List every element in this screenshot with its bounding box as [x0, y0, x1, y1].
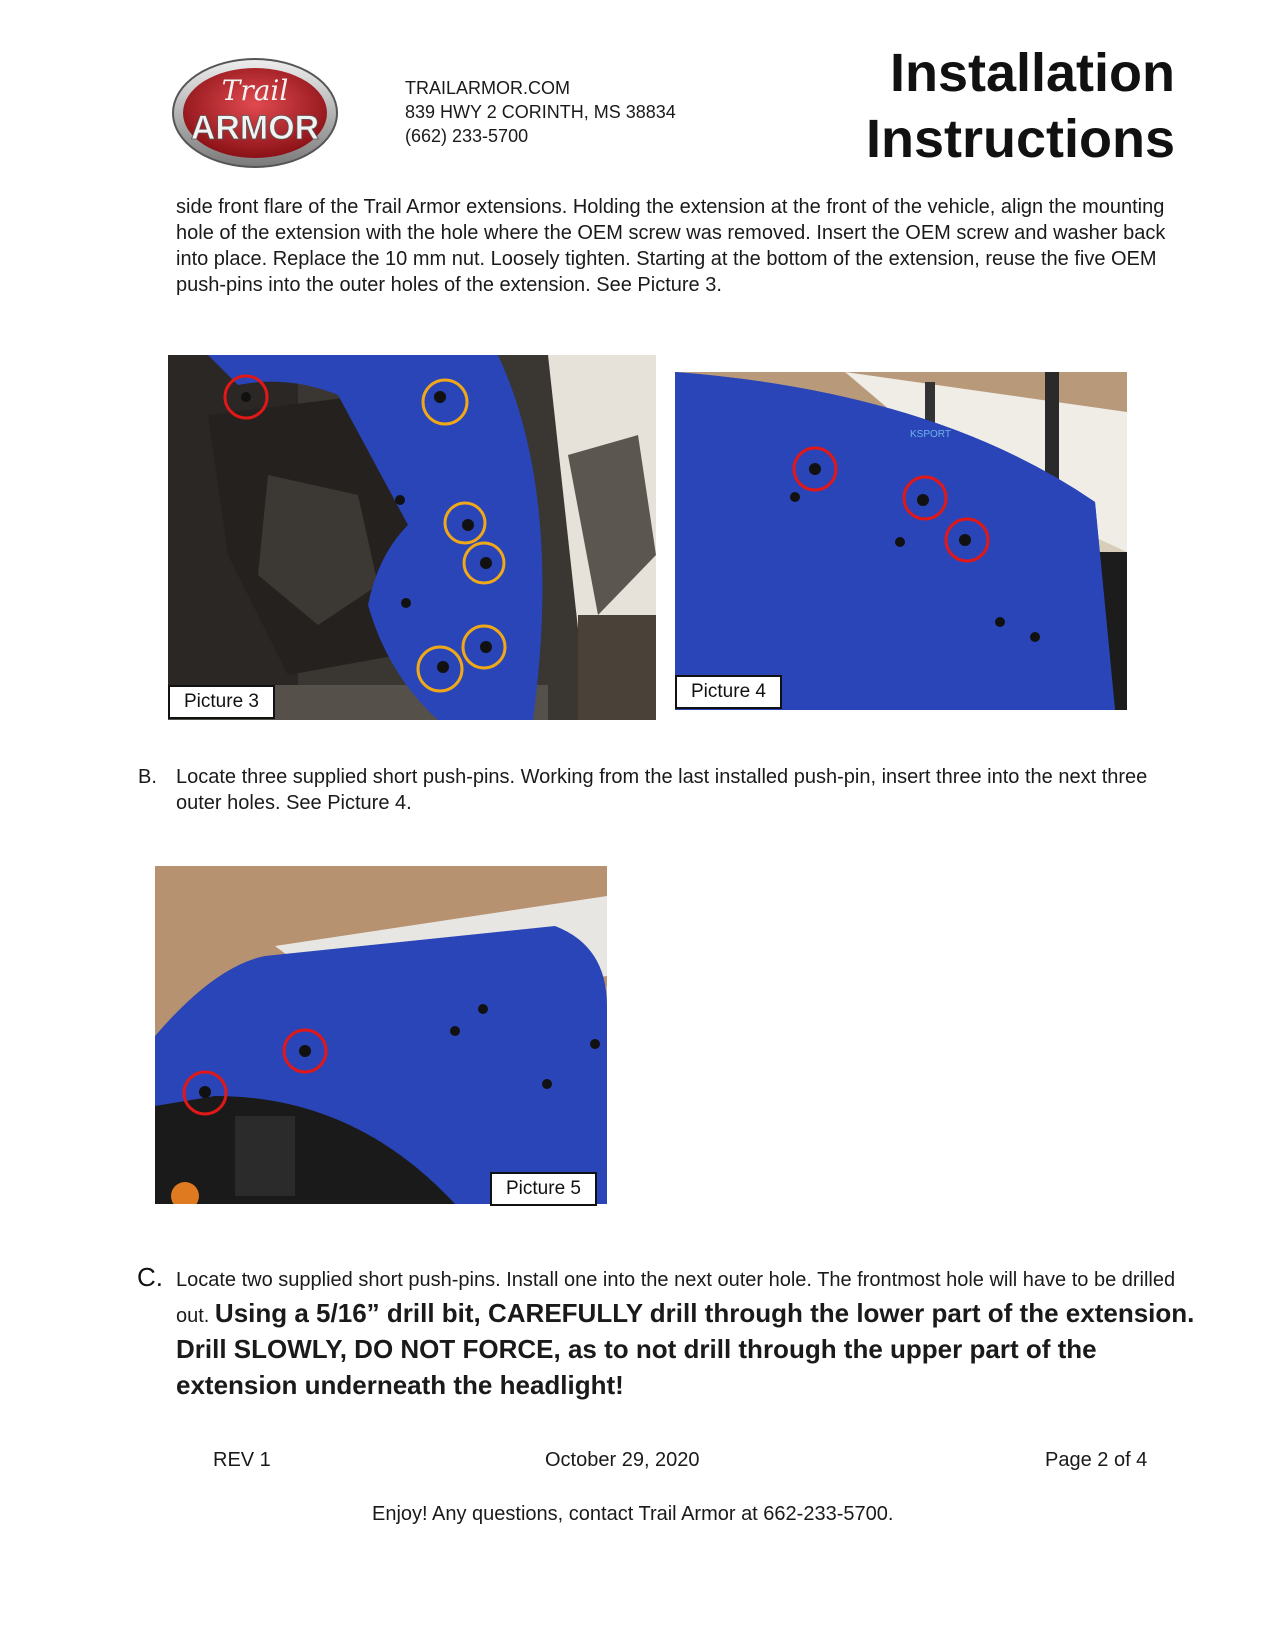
title-line-2: Instructions — [865, 109, 1175, 169]
step-b-text: Locate three supplied short push-pins. Working from the last installed push-pin, insert three into the next three outer holes. See Picture 4. — [176, 766, 1148, 814]
footer-contact: Enjoy! Any questions, contact Trail Armor at 662-233-5700. — [372, 1503, 894, 1525]
company-street: 839 HWY 2 CORINTH, MS 38834 — [405, 102, 676, 122]
company-website: TRAILARMOR.COM — [405, 78, 571, 98]
picture-4-brand-text: KSPORT — [910, 429, 951, 440]
picture-5-photo — [155, 866, 607, 1204]
page-title — [866, 40, 1175, 172]
title-line-1: Installation — [889, 43, 1175, 103]
trail-armor-logo — [170, 55, 340, 170]
intro-paragraph: side front flare of the Trail Armor extensions. Holding the extension at the front of the vehicle, align the mounting hole of the extension with the hole where the OEM screw was removed. Insert the OEM screw and washer back into place. Replace the 10 mm nut. Loosely tighten. Starting at the bottom of the extension, reuse the five OEM push-pins into the outer holes of the extension. See Picture 3. — [176, 196, 1166, 296]
picture-5-caption: Picture 5 — [490, 1172, 597, 1206]
step-c-text: Locate two supplied short push-pins. Install one into the next outer hole. The frontmost hole will have to be drilled out. — [176, 1269, 1176, 1327]
company-phone: (662) 233-5700 — [405, 126, 529, 146]
step-b-marker: B. — [138, 766, 157, 788]
picture-3-photo — [168, 355, 656, 720]
logo-armor-text: ARMOR — [190, 109, 320, 147]
footer-page-number: Page 2 of 4 — [1045, 1449, 1148, 1471]
footer-date: October 29, 2020 — [545, 1449, 700, 1471]
logo-trail-text: Trail — [221, 74, 289, 107]
footer-revision: REV 1 — [213, 1449, 271, 1471]
step-c-content — [176, 1264, 1196, 1405]
picture-4-photo — [675, 372, 1127, 710]
step-c-warning: Using a 5/16” drill bit, CAREFULLY drill through the lower part of the extension. Drill SLOWLY, DO NOT FORCE, as to not drill through the upper part of the extension underneath the headlight! — [176, 1298, 1195, 1400]
step-c-marker: C. — [137, 1262, 163, 1292]
picture-4-caption: Picture 4 — [675, 675, 782, 709]
company-address — [405, 76, 676, 148]
picture-3-caption: Picture 3 — [168, 685, 275, 719]
